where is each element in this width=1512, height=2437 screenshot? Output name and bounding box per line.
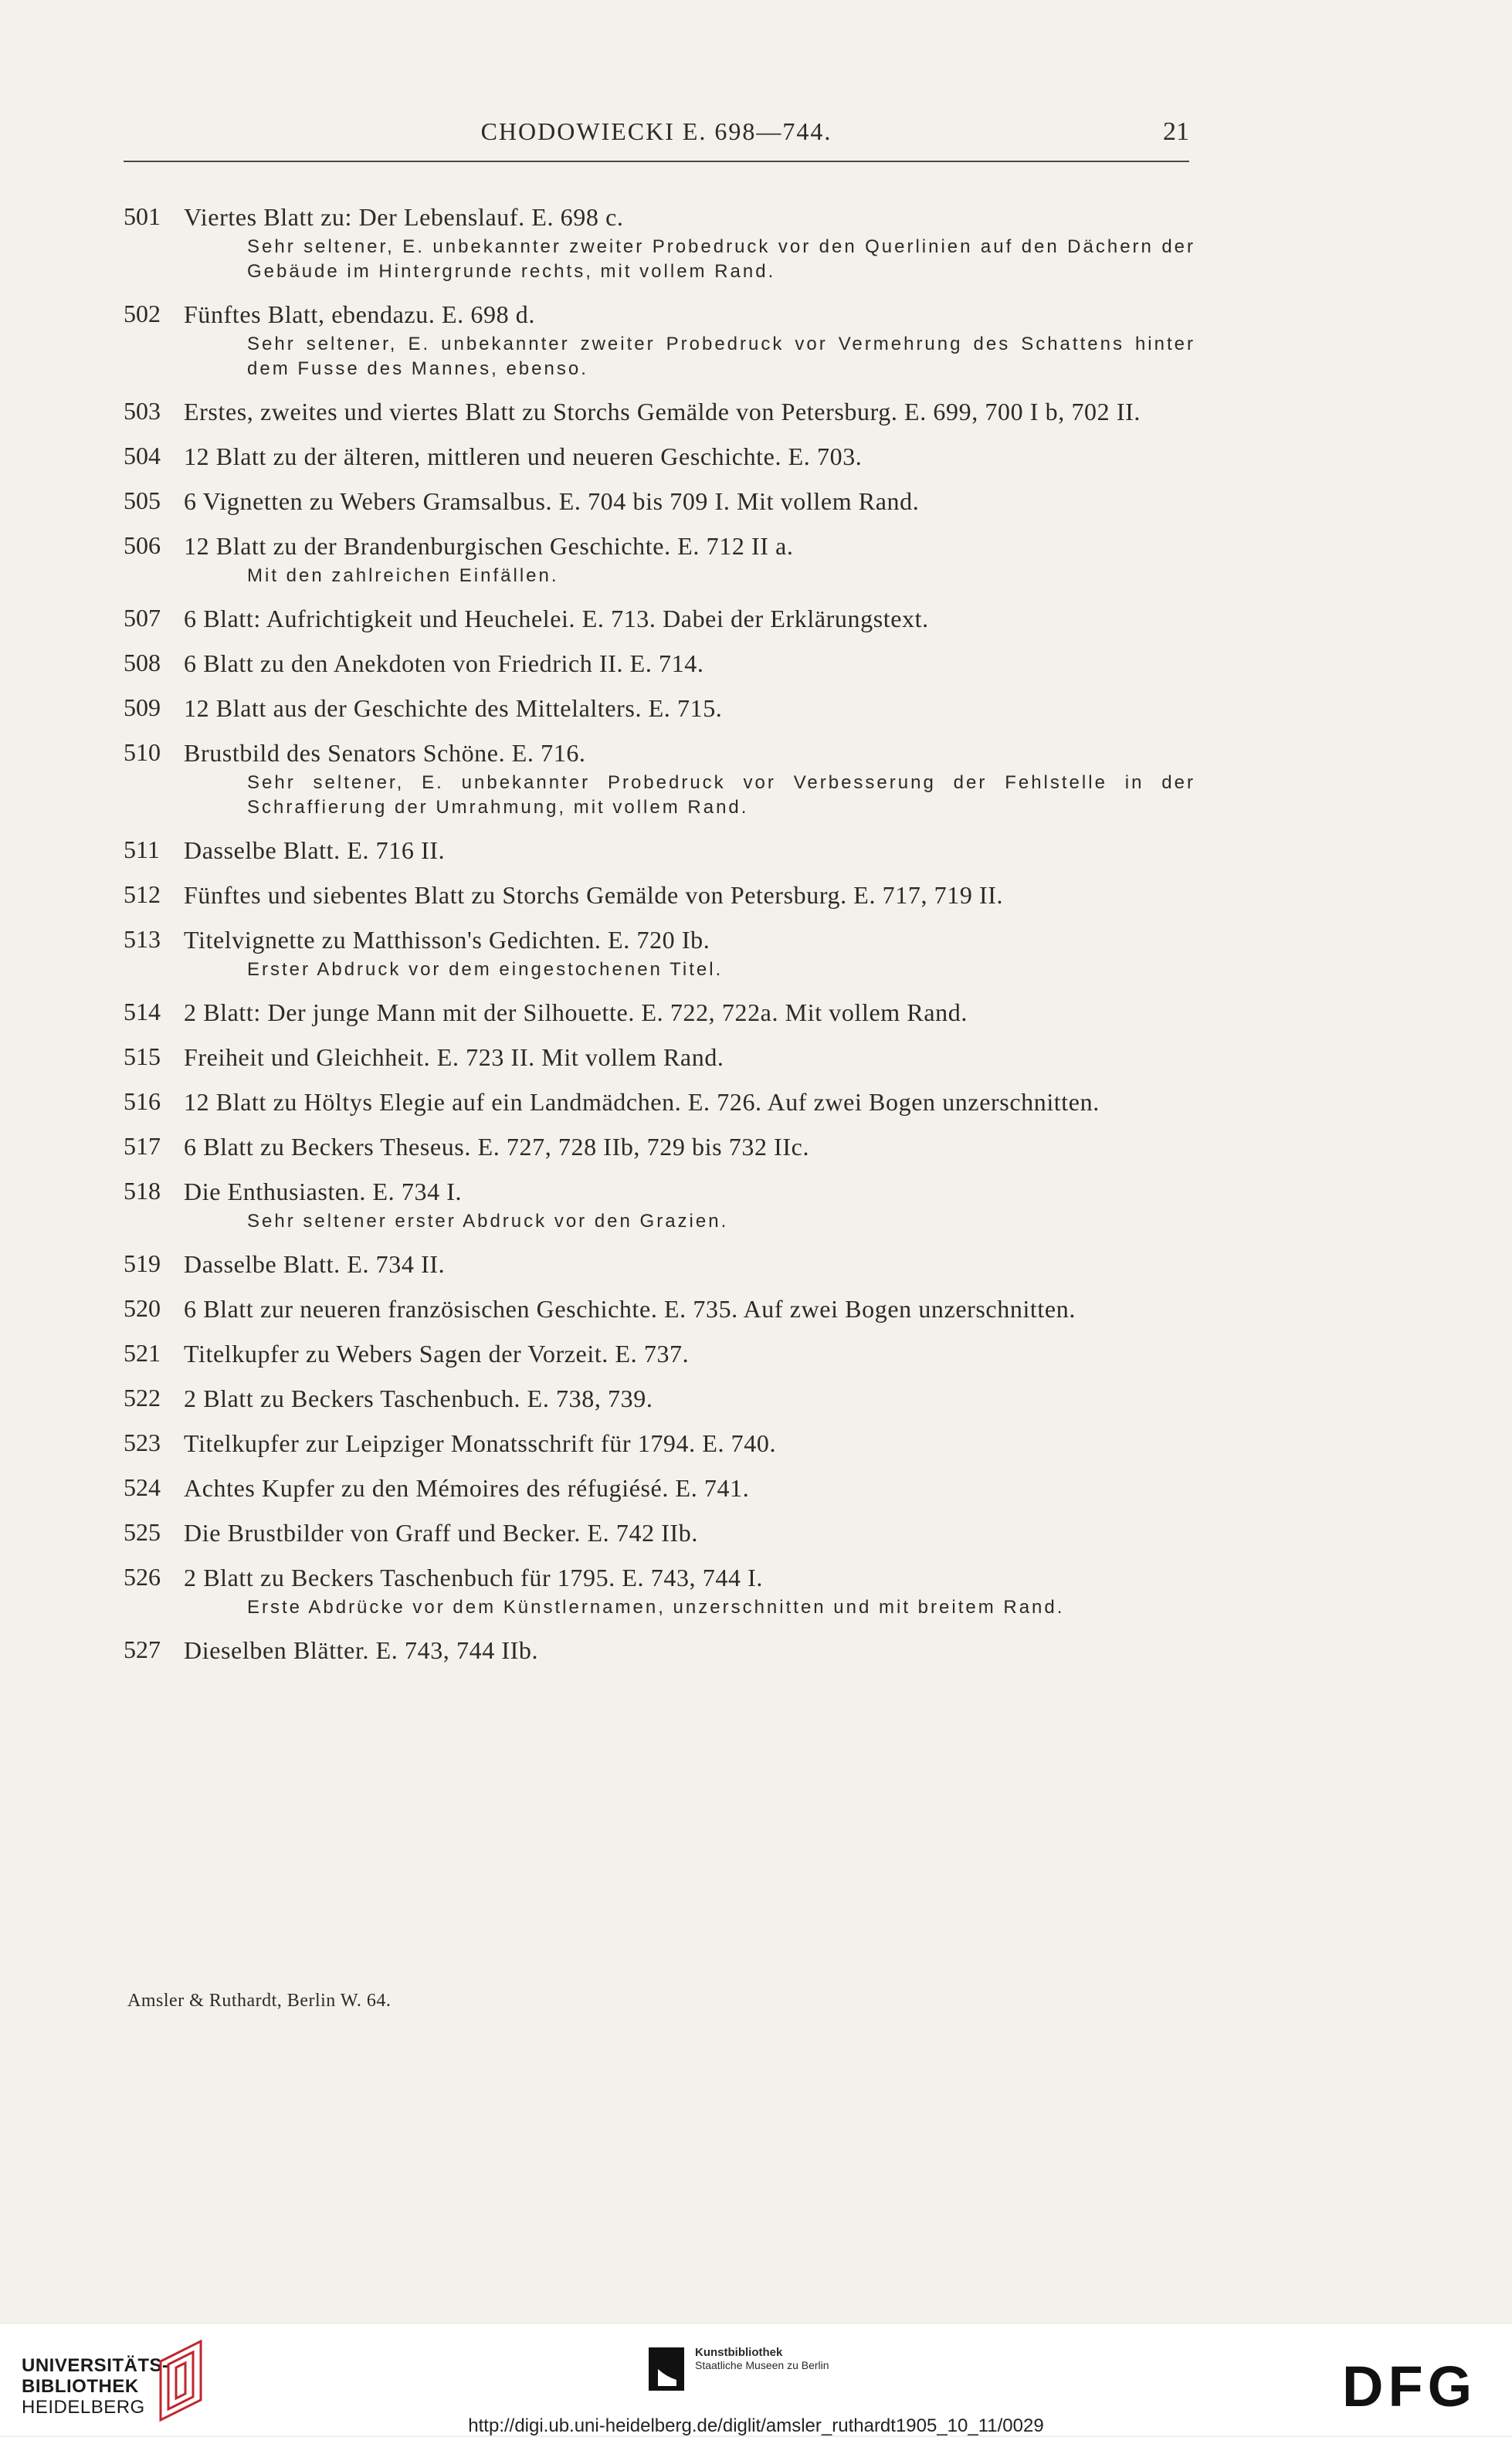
catalog-entry bbox=[124, 1518, 1195, 1547]
catalog-entry bbox=[124, 1429, 1195, 1458]
entry-text: Erstes, zweites und viertes Blatt zu Storchs Gemälde von Petersburg. E. 699, 700 I b, 702 II. bbox=[184, 398, 1141, 425]
catalog-entry bbox=[124, 1563, 1195, 1620]
kunstbibliothek-logo-icon bbox=[647, 2346, 686, 2392]
catalog-entry bbox=[124, 531, 1195, 588]
entry-number: 521 bbox=[124, 1339, 161, 1367]
publisher-line: Amsler & Ruthardt, Berlin W. 64. bbox=[127, 1991, 392, 2011]
entry-number: 509 bbox=[124, 693, 161, 721]
entry-text: 6 Blatt zur neueren französischen Geschichte. E. 735. Auf zwei Bogen unzerschnitten. bbox=[184, 1295, 1076, 1323]
running-title: CHODOWIECKI E. 698—744. bbox=[480, 117, 832, 145]
entry-text: 6 Vignetten zu Webers Gramsalbus. E. 704 bis 709 I. Mit vollem Rand. bbox=[184, 487, 920, 515]
entry-note: Erster Abdruck vor dem eingestochenen Titel. bbox=[247, 959, 724, 980]
entry-number: 513 bbox=[124, 925, 161, 953]
catalog-entry bbox=[124, 1384, 1195, 1413]
page-number: 21 bbox=[1163, 117, 1189, 146]
entry-text: Fünftes und siebentes Blatt zu Storchs Gemälde von Petersburg. E. 717, 719 II. bbox=[184, 881, 1004, 909]
entry-text: Dieselben Blätter. E. 743, 744 IIb. bbox=[184, 1636, 539, 1664]
entry-text: Fünftes Blatt, ebendazu. E. 698 d. bbox=[184, 300, 535, 328]
entry-text: Titelkupfer zur Leipziger Monatsschrift für 1794. E. 740. bbox=[184, 1429, 777, 1457]
entry-note: Mit den zahlreichen Einfällen. bbox=[247, 565, 559, 586]
catalog-entry bbox=[124, 604, 1195, 633]
entry-number: 527 bbox=[124, 1635, 161, 1663]
entry-text: 6 Blatt zu den Anekdoten von Friedrich II. E. 714. bbox=[184, 649, 704, 677]
entry-text: 6 Blatt zu Beckers Theseus. E. 727, 728 IIb, 729 bis 732 IIc. bbox=[184, 1133, 810, 1161]
catalog-entry bbox=[124, 486, 1195, 516]
entry-number: 511 bbox=[124, 835, 160, 863]
entry-text: 12 Blatt zu Höltys Elegie auf ein Landmädchen. E. 726. Auf zwei Bogen unzerschnitten. bbox=[184, 1088, 1100, 1116]
entry-text: 2 Blatt zu Beckers Taschenbuch. E. 738, 739. bbox=[184, 1385, 653, 1412]
entry-text: Brustbild des Senators Schöne. E. 716. bbox=[184, 739, 586, 767]
catalog-entry bbox=[124, 693, 1195, 723]
ub-logo-line: UNIVERSITÄTS- bbox=[22, 2355, 169, 2376]
entry-number: 515 bbox=[124, 1042, 161, 1070]
entry-text: 2 Blatt zu Beckers Taschenbuch für 1795. E. 743, 744 I. bbox=[184, 1564, 763, 1591]
entry-text: Titelkupfer zu Webers Sagen der Vorzeit. E. 737. bbox=[184, 1340, 690, 1368]
entry-text: 12 Blatt zu der Brandenburgischen Geschichte. E. 712 II a. bbox=[184, 532, 794, 560]
entry-number: 518 bbox=[124, 1177, 161, 1205]
catalog-entry bbox=[124, 397, 1195, 426]
entry-text: Dasselbe Blatt. E. 716 II. bbox=[184, 836, 446, 864]
entry-text: 2 Blatt: Der junge Mann mit der Silhouette. E. 722, 722a. Mit vollem Rand. bbox=[184, 998, 968, 1026]
catalog-entry bbox=[124, 1087, 1195, 1117]
catalog-entry bbox=[124, 880, 1195, 910]
entry-number: 526 bbox=[124, 1563, 161, 1591]
catalog-entry bbox=[124, 1132, 1195, 1161]
entry-note: Sehr seltener, E. unbekannter zweiter Probedruck vor Vermehrung des Schattens hinter dem Fusse des Mannes, ebenso. bbox=[247, 334, 1195, 379]
ub-mark-icon bbox=[153, 2338, 215, 2423]
entry-number: 510 bbox=[124, 738, 161, 766]
entry-number: 506 bbox=[124, 531, 161, 559]
entry-number: 524 bbox=[124, 1473, 161, 1501]
entry-number: 507 bbox=[124, 604, 161, 632]
entry-number: 519 bbox=[124, 1249, 161, 1277]
kb-subtitle: Staatliche Museen zu Berlin bbox=[695, 2359, 829, 2371]
entry-number: 502 bbox=[124, 300, 161, 327]
entry-number: 512 bbox=[124, 880, 161, 908]
entry-text: Achtes Kupfer zu den Mémoires des réfugiésé. E. 741. bbox=[184, 1474, 750, 1502]
catalog-entry bbox=[124, 1339, 1195, 1368]
entry-number: 501 bbox=[124, 202, 161, 230]
catalog-entry bbox=[124, 1294, 1195, 1324]
catalog-entry bbox=[124, 1177, 1195, 1234]
catalog-entry bbox=[124, 1249, 1195, 1279]
catalog-entry bbox=[124, 1473, 1195, 1503]
catalog-entry bbox=[124, 835, 1195, 865]
entry-number: 514 bbox=[124, 998, 161, 1025]
entry-number: 525 bbox=[124, 1518, 161, 1546]
entry-number: 520 bbox=[124, 1294, 161, 1322]
entry-text: Freiheit und Gleichheit. E. 723 II. Mit vollem Rand. bbox=[184, 1043, 724, 1071]
catalog-entry bbox=[124, 300, 1195, 381]
header-rule bbox=[124, 161, 1189, 162]
entry-text: 12 Blatt aus der Geschichte des Mittelalters. E. 715. bbox=[184, 694, 723, 722]
entry-text: Dasselbe Blatt. E. 734 II. bbox=[184, 1250, 446, 1278]
ub-logo-line: HEIDELBERG bbox=[22, 2397, 145, 2418]
entry-number: 523 bbox=[124, 1429, 161, 1456]
entry-note: Sehr seltener, E. unbekannter zweiter Probedruck vor den Querlinien auf den Dächern der Gebäude im Hintergrunde rechts, mit vollem Rand. bbox=[247, 236, 1195, 282]
footer-bar bbox=[0, 2324, 1512, 2435]
entry-number: 516 bbox=[124, 1087, 161, 1115]
entry-text: 12 Blatt zu der älteren, mittleren und neueren Geschichte. E. 703. bbox=[184, 442, 863, 470]
entry-text: Titelvignette zu Matthisson's Gedichten. E. 720 Ib. bbox=[184, 926, 710, 954]
kb-title: Kunstbibliothek bbox=[695, 2346, 783, 2359]
catalog-entry bbox=[124, 442, 1195, 471]
entry-note: Sehr seltener erster Abdruck vor den Grazien. bbox=[247, 1211, 729, 1232]
entry-text: Viertes Blatt zu: Der Lebenslauf. E. 698 c. bbox=[184, 203, 624, 231]
catalog-entry bbox=[124, 925, 1195, 982]
entry-number: 522 bbox=[124, 1384, 161, 1412]
catalog-entry bbox=[124, 998, 1195, 1027]
entry-number: 505 bbox=[124, 486, 161, 514]
ub-heidelberg-logo[interactable] bbox=[22, 2355, 169, 2418]
catalog-entries bbox=[124, 202, 1195, 1680]
page-header bbox=[124, 117, 1189, 164]
catalog-entry bbox=[124, 1042, 1195, 1072]
entry-number: 504 bbox=[124, 442, 161, 469]
catalog-entry bbox=[124, 649, 1195, 678]
entry-text: 6 Blatt: Aufrichtigkeit und Heuchelei. E. 713. Dabei der Erklärungstext. bbox=[184, 605, 929, 632]
entry-text: Die Brustbilder von Graff und Becker. E. 742 IIb. bbox=[184, 1519, 698, 1547]
entry-note: Sehr seltener, E. unbekannter Probedruck vor Verbesserung der Fehlstelle in der Schraffierung der Umrahmung, mit vollem Rand. bbox=[247, 772, 1195, 818]
entry-text: Die Enthusiasten. E. 734 I. bbox=[184, 1178, 463, 1205]
source-url-link[interactable]: http://digi.ub.uni-heidelberg.de/diglit/amsler_ruthardt1905_10_11/0029 bbox=[468, 2415, 1044, 2436]
ub-logo-line: BIBLIOTHEK bbox=[22, 2376, 139, 2397]
catalog-entry bbox=[124, 1635, 1195, 1665]
entry-number: 517 bbox=[124, 1132, 161, 1160]
catalog-entry bbox=[124, 738, 1195, 820]
entry-number: 503 bbox=[124, 397, 161, 425]
kunstbibliothek-text bbox=[695, 2346, 829, 2371]
dfg-logo[interactable]: DFG bbox=[1342, 2354, 1477, 2418]
entry-number: 508 bbox=[124, 649, 161, 676]
entry-note: Erste Abdrücke vor dem Künstlernamen, unzerschnitten und mit breitem Rand. bbox=[247, 1597, 1065, 1618]
catalog-entry bbox=[124, 202, 1195, 284]
